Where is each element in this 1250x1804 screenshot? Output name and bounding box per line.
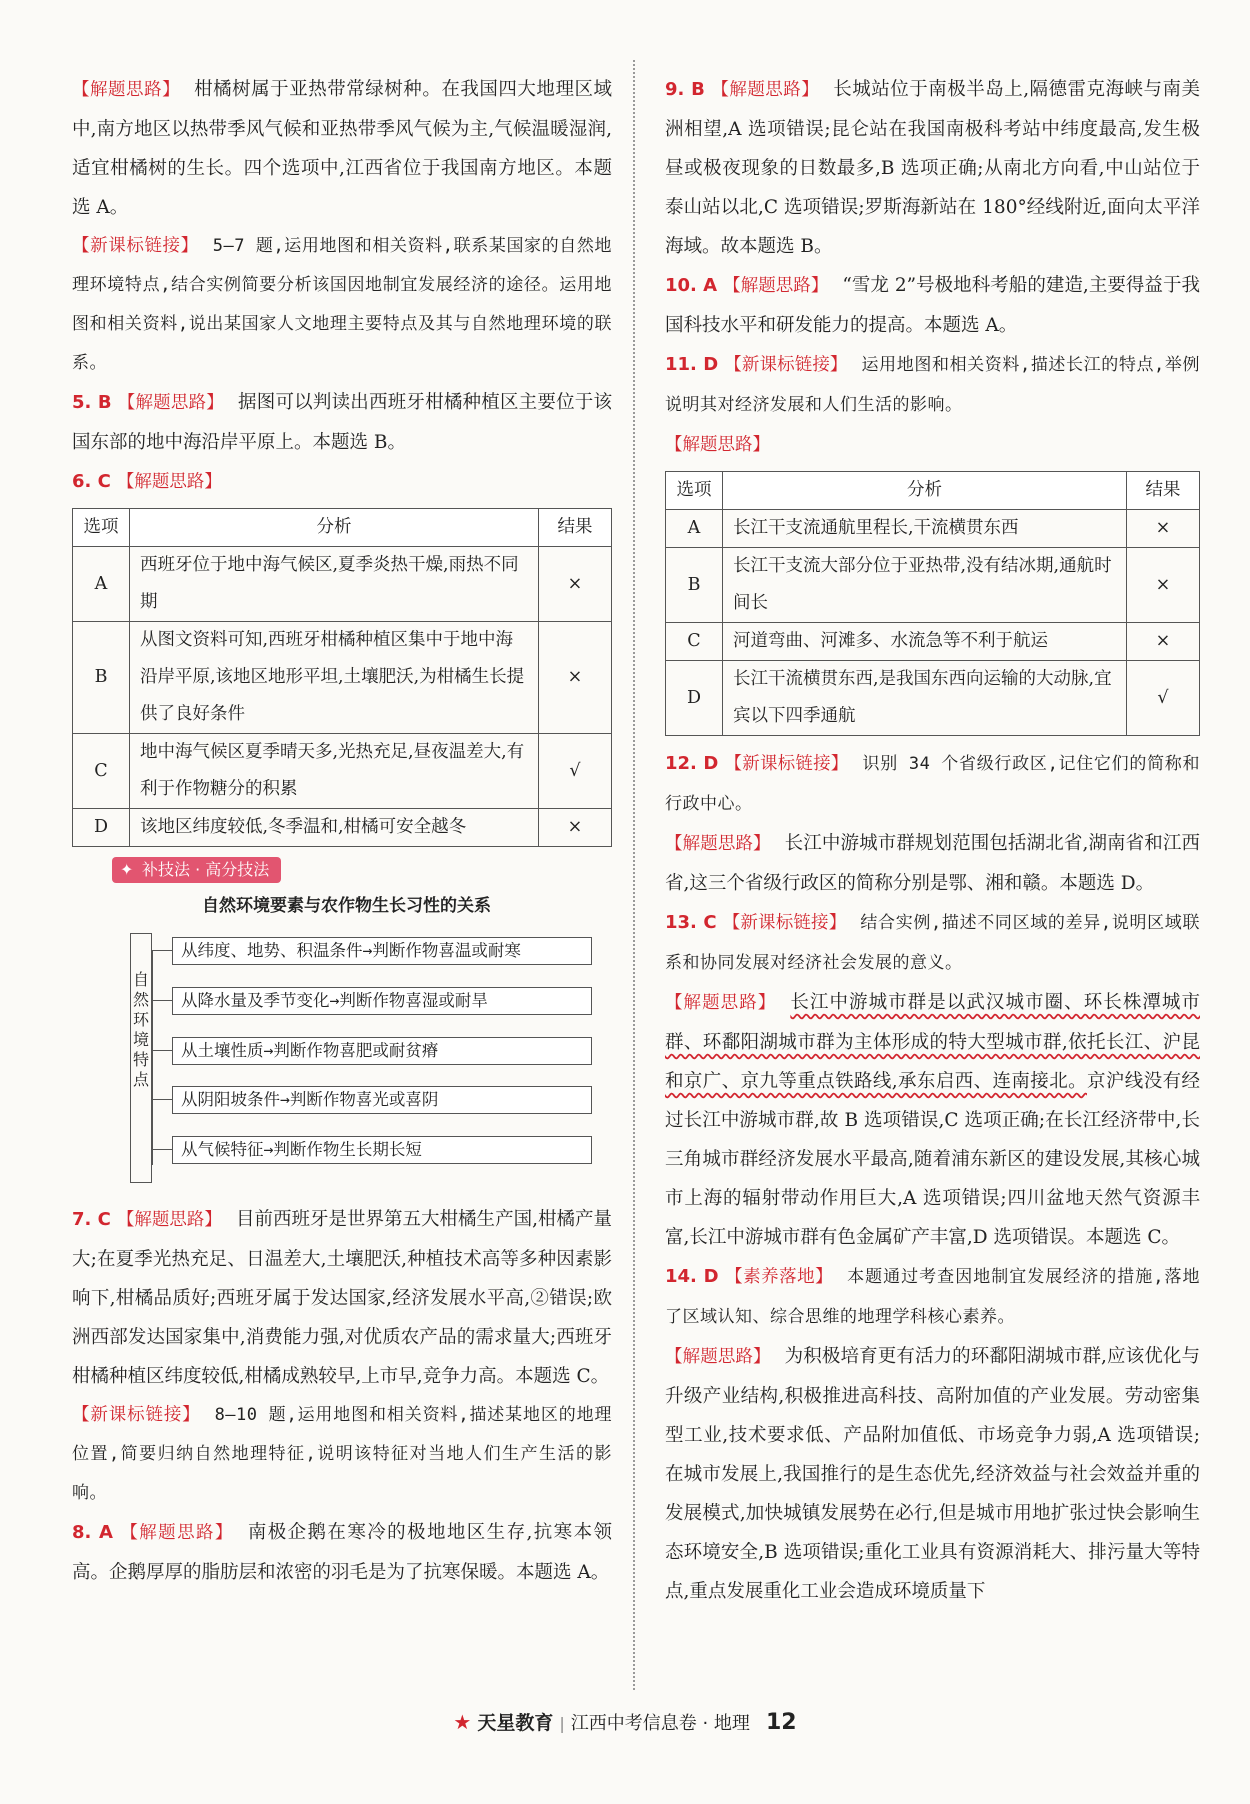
analysis-table-11: 选项 分析 结果 A 长江干支流通航里程长,干流横贯东西 × B 长江干支流大部分位于亚热带,没有结冰期,通航时间长 × C 河道弯曲、河滩多、水流急等不利于航运 × D 长江干流横贯东西,是我国东西向运输的大动脉,宜宾以下四季通航 √ xyxy=(665,471,1200,736)
table-row: D 长江干流横贯东西,是我国东西向运输的大动脉,宜宾以下四季通航 √ xyxy=(666,661,1200,736)
technique-item: 从气候特征→判断作物生长期长短 xyxy=(172,1136,592,1164)
technique-item: 从阴阳坡条件→判断作物喜光或喜阴 xyxy=(172,1086,592,1114)
left-column xyxy=(72,70,612,1592)
paragraph-citrus: 【解题思路】 柑橘树属于亚热带常绿树种。在我国四大地理区域中,南方地区以热带季风气候和亚热带季风气候为主,气候温暖湿润,适宜柑橘树的生长。四个选项中,江西省位于我国南方地区。本题选 A。 xyxy=(72,79,612,218)
table-row: B 从图文资料可知,西班牙柑橘种植区集中于地中海沿岸平原,该地区地形平坦,土壤肥沃,为柑橘生长提供了良好条件 × xyxy=(73,622,612,734)
answer-number: 5. B xyxy=(72,392,112,413)
right-column xyxy=(665,70,1200,1611)
technique-badge: ✦ 补技法 · 高分技法 xyxy=(112,857,281,883)
question-6: 6. C 【解题思路】 xyxy=(72,471,222,492)
answer-number: 11. D xyxy=(665,354,719,375)
question-8: 8. A 【解题思路】 南极企鹅在寒冷的极地地区生存,抗寒本领高。企鹅厚厚的脂肪层和浓密的羽毛是为了抗寒保暖。本题选 A。 xyxy=(72,1522,612,1583)
answer-number: 8. A xyxy=(72,1522,113,1543)
technique-box xyxy=(72,855,612,1200)
question-9: 9. B 【解题思路】 长城站位于南极半岛上,隔德雷克海峡与南美洲相望,A 选项错误;昆仑站在我国南极科考站中纬度最高,发生极昼或极夜现象的日数最多,B 选项正确;从南北方向看,中山站位于泰山站以北,C 选项错误;罗斯海新站在 180°经线附近,面向太平洋海域。故本题选 B。 xyxy=(665,79,1200,257)
table-row: C 地中海气候区夏季晴天多,光热充足,昼夜温差大,有利于作物糖分的积累 √ xyxy=(73,734,612,809)
brand-name: 天星教育 xyxy=(477,1712,554,1734)
sparkle-icon: ✦ xyxy=(120,860,134,879)
page-footer xyxy=(0,1708,1250,1735)
question-12: 12. D 【新课标链接】 识别 34 个省级行政区,记住它们的简称和行政中心。 xyxy=(665,753,1200,814)
question-7: 7. C 【解题思路】 目前西班牙是世界第五大柑橘生产国,柑橘产量大;在夏季光热充足、日温差大,土壤肥沃,种植技术高等多种因素影响下,柑橘品质好;西班牙属于发达国家,经济发展水平高,②错误;欧洲西部发达国家集中,消费能力强,对优质农产品的需求量大;西班牙柑橘种植区纬度较低,柑橘成熟较早,上市早,竞争力高。本题选 C。 xyxy=(72,1209,613,1387)
answer-number: 14. D xyxy=(665,1266,719,1287)
table-row: A 西班牙位于地中海气候区,夏季炎热干燥,雨热不同期 × xyxy=(73,547,612,622)
answer-number: 7. C xyxy=(72,1209,111,1230)
page-number: 12 xyxy=(765,1710,797,1735)
star-logo-icon: ★ xyxy=(453,1710,472,1734)
question-10: 10. A 【解题思路】 “雪龙 2”号极地科考船的建造,主要得益于我国科技水平和研发能力的提高。本题选 A。 xyxy=(665,275,1201,336)
curriculum-link-5-7: 【新课标链接】 5—7 题,运用地图和相关资料,联系某国家的自然地理环境特点,结合实例简要分析该国因地制宜发展经济的途径。运用地图和相关资料,说出某国家人文地理主要特点及其与自然地理环境的联系。 xyxy=(72,236,612,373)
technique-item: 从纬度、地势、积温条件→判断作物喜温或耐寒 xyxy=(172,937,592,965)
question-13-analysis: 【解题思路】 长江中游城市群是以武汉城市圈、环长株潭城市群、环鄱阳湖城市群为主体形成的特大型城市群,依托长江、沪昆和京广、京九等重点铁路线,承东启西、连南接北。京沪线没有经过长江中游城市群,故 B 选项错误,C 选项正确;在长江经济带中,长三角城市群经济发展水平最高,随着浦东新区的建设发展,其核心城市上海的辐射带动作用巨大,A 选项错误;四川盆地天然气资源丰富,长江中游城市群有色金属矿产丰富,D 选项错误。本题选 C。 xyxy=(665,992,1200,1248)
answer-number: 6. C xyxy=(72,471,111,492)
technique-title: 自然环境要素与农作物生长习性的关系 xyxy=(202,896,491,916)
table-row: D 该地区纬度较低,冬季温和,柑橘可安全越冬 × xyxy=(73,809,612,847)
question-14-analysis: 【解题思路】 为积极培育更有活力的环鄱阳湖城市群,应该优化与升级产业结构,积极推进高科技、高附加值的产业发展。劳动密集型工业,技术要求低、产品附加值低、市场竞争力弱,A 选项错误;在城市发展上,我国推行的是生态优先,经济效益与社会效益并重的发展模式,加快城镇发展势在必行,但是城市用地扩张过快会影响生态环境安全,B 选项错误;重化工业具有资源消耗大、排污量大等特点,重点发展重化工业会造成环境质量下 xyxy=(665,1346,1200,1602)
question-13: 13. C 【新课标链接】 结合实例,描述不同区域的差异,说明区域联系和协同发展对经济社会发展的意义。 xyxy=(665,912,1200,973)
analysis-table-6: 选项 分析 结果 A 西班牙位于地中海气候区,夏季炎热干燥,雨热不同期 × B 从图文资料可知,西班牙柑橘种植区集中于地中海沿岸平原,该地区地形平坦,土壤肥沃,为柑橘生长提供了良好条件 × C 地中海气候区夏季晴天多,光热充足,昼夜温差大,有利于作物糖分的积累 √ D 该地区纬度较低,冬季温和,柑橘可安全越冬 × xyxy=(72,508,612,847)
table-row: C 河道弯曲、河滩多、水流急等不利于航运 × xyxy=(666,623,1200,661)
answer-number: 10. A xyxy=(665,275,718,296)
question-14: 14. D 【素养落地】 本题通过考查因地制宜发展经济的措施,落地了区域认知、综合思维的地理学科核心素养。 xyxy=(665,1266,1201,1327)
vertical-label: 自 然 环 境 特 点 xyxy=(130,933,152,1183)
curriculum-tag: 【新课标链接】 xyxy=(72,236,199,256)
bracket-line xyxy=(152,950,173,1165)
technique-item: 从降水量及季节变化→判断作物喜湿或耐旱 xyxy=(172,987,592,1015)
answer-number: 12. D xyxy=(665,753,719,774)
separator: | xyxy=(559,1714,565,1733)
curriculum-link-8-10: 【新课标链接】 8—10 题,运用地图和相关资料,描述某地区的地理位置,简要归纳自然地理特征,说明该特征对当地人们生产生活的影响。 xyxy=(72,1405,612,1503)
answer-tag: 【解题思路】 xyxy=(72,80,181,100)
question-11: 11. D 【新课标链接】 运用地图和相关资料,描述长江的特点,举例说明其对经济发展和人们生活的影响。 xyxy=(665,354,1200,415)
answer-number: 13. C xyxy=(665,912,717,933)
question-11-analysis: 【解题思路】 xyxy=(665,435,770,455)
column-divider xyxy=(633,60,635,1690)
curriculum-tag: 【新课标链接】 xyxy=(72,1405,201,1425)
underlined-text: 长江中游城市群是以武汉城市圈、环长株潭城市群、环鄱阳湖城市群为主体形成的特大型城市群,依托长江、沪昆和京广、京九等重点铁路线,承东启西、连南接北。 xyxy=(665,992,1200,1092)
series-title: 江西中考信息卷 · 地理 xyxy=(570,1713,750,1734)
question-12-analysis: 【解题思路】 长江中游城市群规划范围包括湖北省,湖南省和江西省,这三个省级行政区的简称分别是鄂、湘和赣。本题选 D。 xyxy=(665,833,1200,894)
answer-number: 9. B xyxy=(665,79,705,100)
question-5: 5. B 【解题思路】 据图可以判读出西班牙柑橘种植区主要位于该国东部的地中海沿岸平原上。本题选 B。 xyxy=(72,392,612,453)
table-row: A 长江干支流通航里程长,干流横贯东西 × xyxy=(666,510,1200,548)
table-row: B 长江干支流大部分位于亚热带,没有结冰期,通航时间长 × xyxy=(666,548,1200,623)
technique-item: 从土壤性质→判断作物喜肥或耐贫瘠 xyxy=(172,1037,592,1065)
